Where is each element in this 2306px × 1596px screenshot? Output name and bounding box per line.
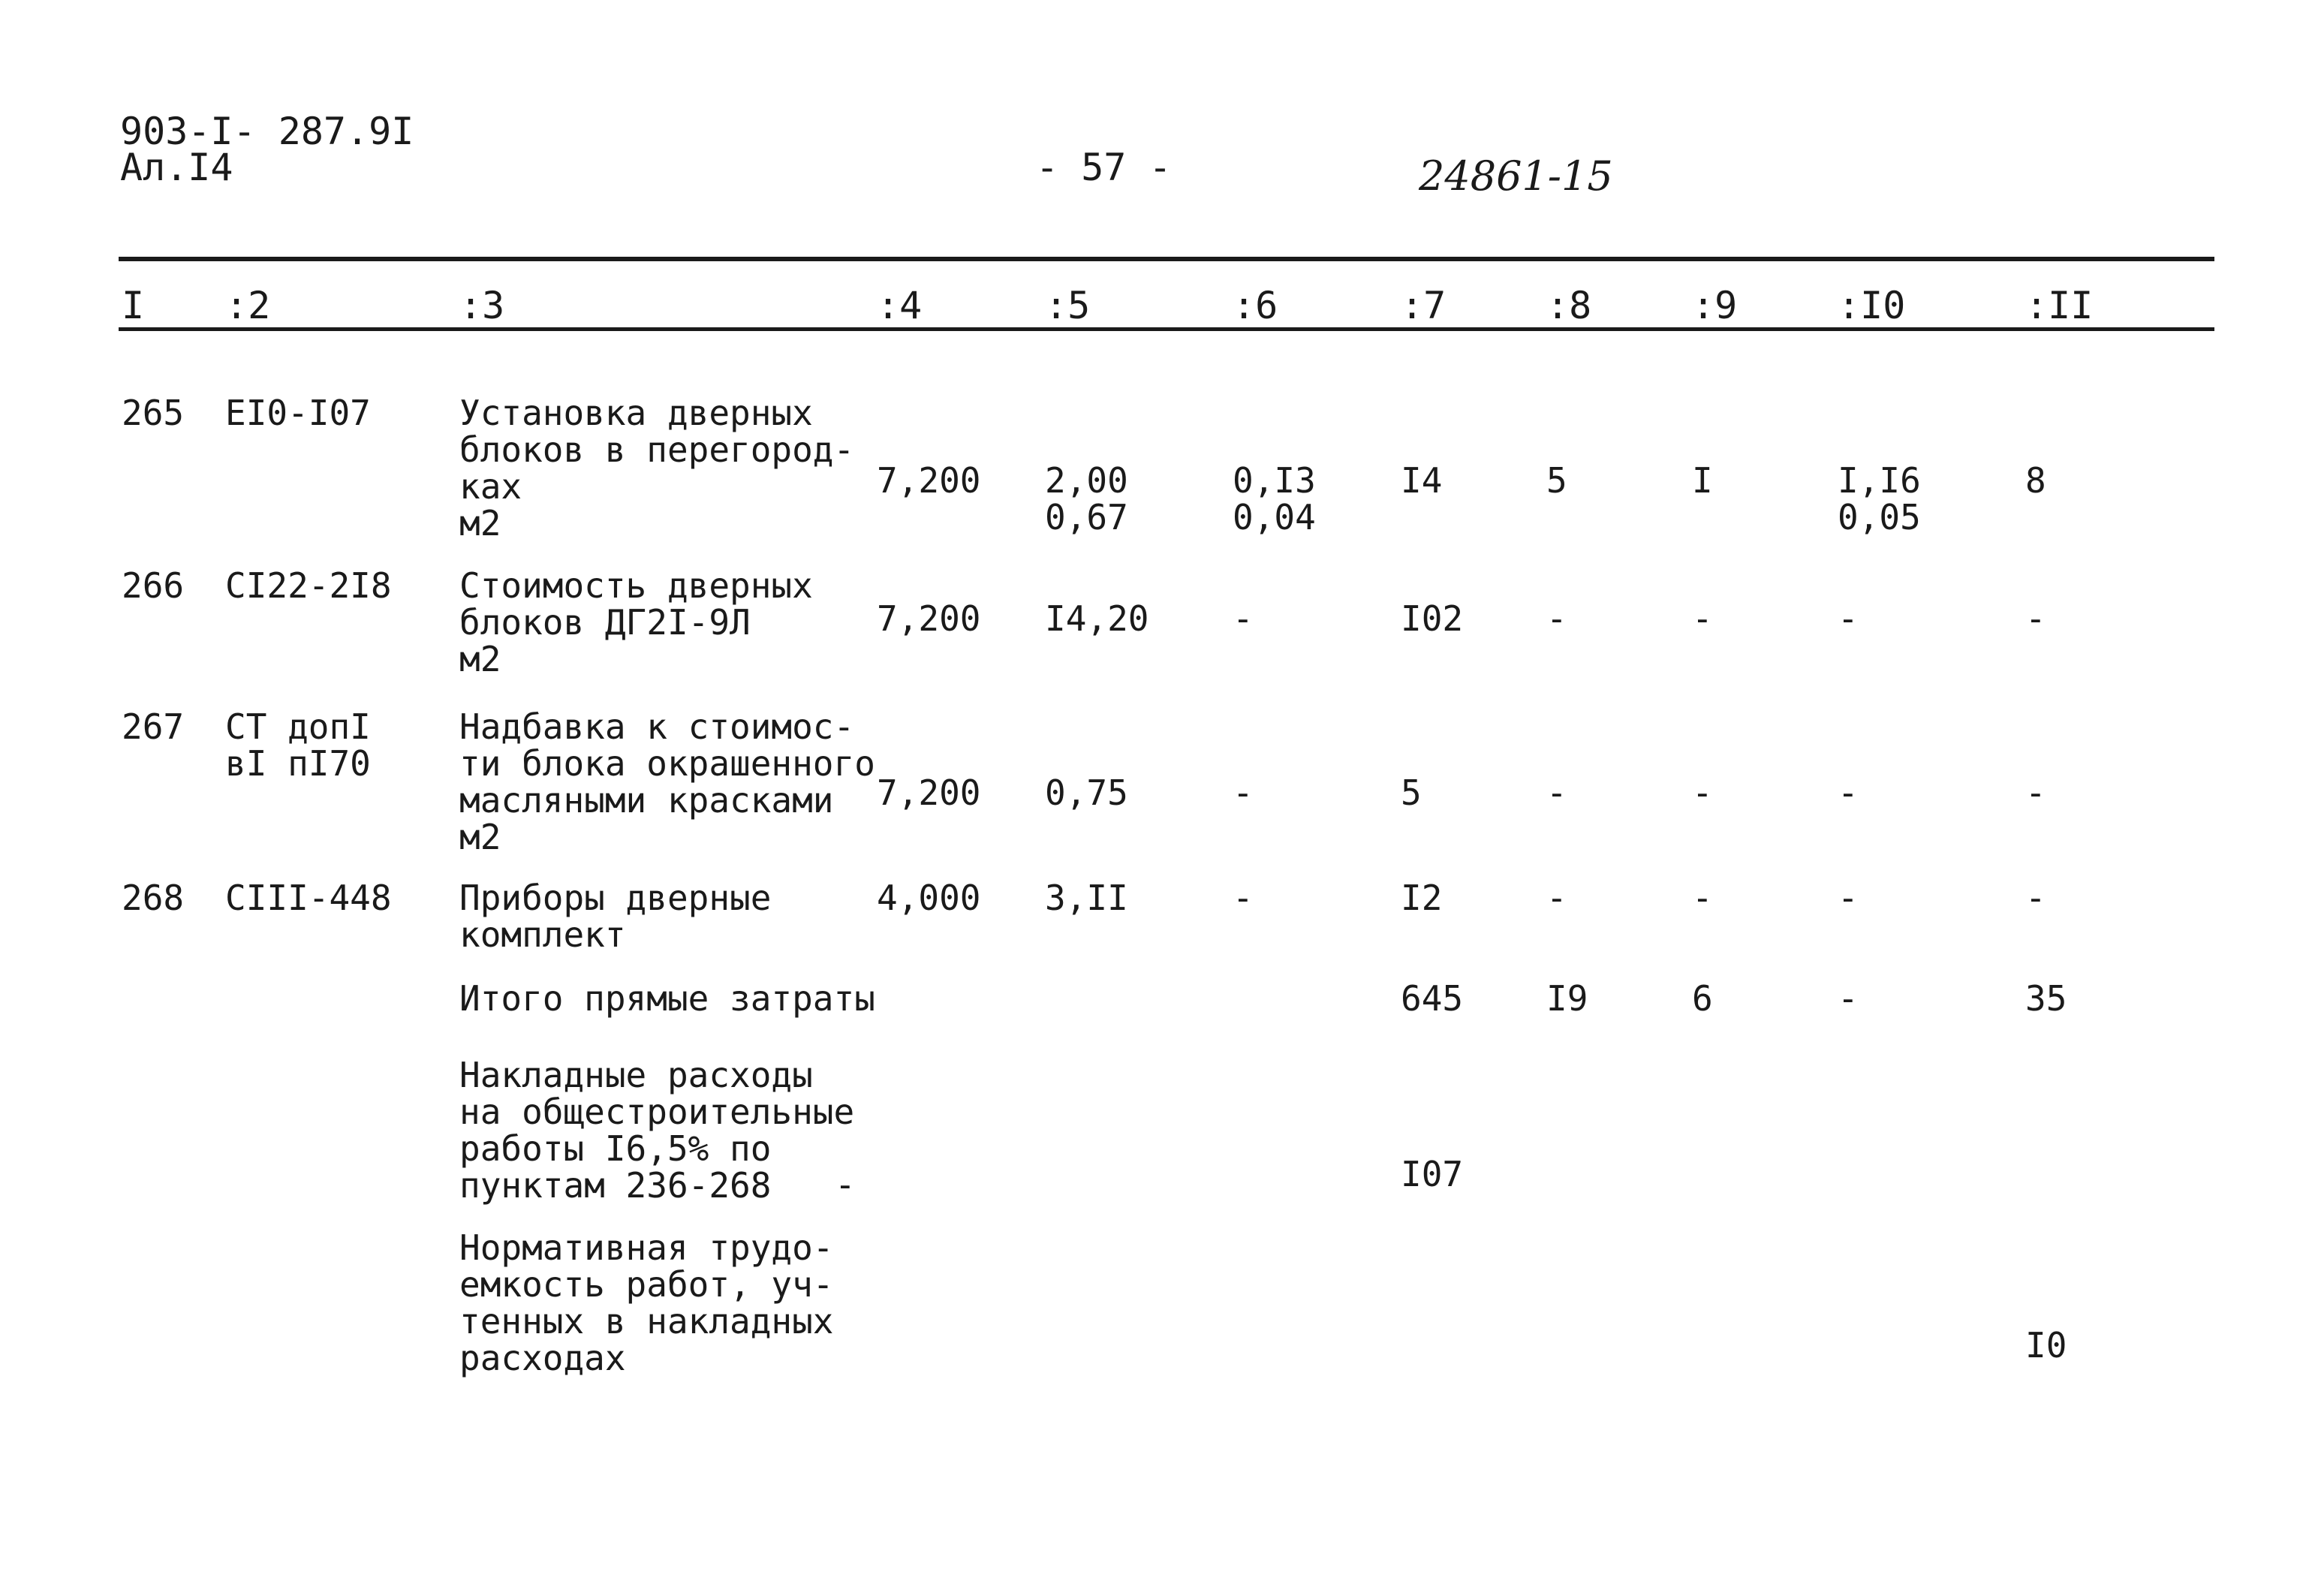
row-col-7: I4: [1401, 460, 1443, 501]
row-col-10: I,I6 0,05: [1838, 460, 1921, 538]
sheet-label: Ал.I4: [120, 146, 233, 189]
row-col-4: 7,200: [877, 460, 981, 501]
column-header-2: :2: [225, 284, 271, 327]
row-col-11: 8: [2025, 460, 2046, 501]
row-col-10: -: [1838, 878, 1859, 918]
totals-label: Итого прямые затраты: [459, 978, 875, 1019]
row-col-10: -: [1838, 772, 1859, 813]
column-header-6: :6: [1233, 284, 1278, 327]
row-col-11: -: [2025, 598, 2046, 639]
row-code: EI0-I07: [225, 393, 371, 433]
totals-col-8: I9: [1546, 978, 1588, 1019]
row-number: 265: [122, 393, 185, 433]
row-col-4: 4,000: [877, 878, 981, 918]
row-col-5: 3,II: [1045, 878, 1128, 918]
handwritten-stamp-number: 24861-15: [1419, 152, 1613, 200]
row-code: CT допI вI пI70: [225, 706, 371, 784]
row-col-8: -: [1546, 598, 1567, 639]
totals-col-9: 6: [1692, 978, 1713, 1019]
row-description: Надбавка к стоимос- ти блока окрашенного масляными красками м2: [459, 706, 875, 857]
labor-label: Нормативная трудо- емкость работ, уч- тенных в накладных расходах: [459, 1227, 834, 1378]
totals-col-10: -: [1838, 978, 1859, 1019]
row-col-6: 0,I3 0,04: [1233, 460, 1316, 538]
row-col-8: 5: [1546, 460, 1567, 501]
row-number: 267: [122, 706, 185, 747]
row-col-10: -: [1838, 598, 1859, 639]
column-header-7: :7: [1401, 284, 1447, 327]
row-col-11: -: [2025, 772, 2046, 813]
row-col-5: 0,75: [1045, 772, 1128, 813]
row-col-11: -: [2025, 878, 2046, 918]
row-col-5: I4,20: [1045, 598, 1149, 639]
row-description: Приборы дверные комплект: [459, 878, 772, 955]
row-col-8: -: [1546, 772, 1567, 813]
column-header-9: :9: [1692, 284, 1738, 327]
column-header-5: :5: [1045, 284, 1091, 327]
row-col-7: 5: [1401, 772, 1422, 813]
document-code: 903-I- 287.9I: [120, 110, 414, 153]
overhead-col-7: I07: [1401, 1154, 1464, 1194]
row-col-9: -: [1692, 598, 1713, 639]
row-col-6: -: [1233, 878, 1254, 918]
overhead-dash: -: [835, 1164, 856, 1205]
column-header-10: :I0: [1838, 284, 1906, 327]
row-col-9: -: [1692, 772, 1713, 813]
row-col-9: -: [1692, 878, 1713, 918]
row-code: CIII-448: [225, 878, 392, 918]
row-number: 268: [122, 878, 185, 918]
column-header-4: :4: [877, 284, 923, 327]
row-col-4: 7,200: [877, 598, 981, 639]
totals-col-11: 35: [2025, 978, 2067, 1019]
column-header-8: :8: [1546, 284, 1592, 327]
totals-col-7: 645: [1401, 978, 1464, 1019]
row-col-5: 2,00 0,67: [1045, 460, 1128, 538]
row-code: CI22-2I8: [225, 565, 392, 606]
row-col-7: I2: [1401, 878, 1443, 918]
column-header-11: :II: [2025, 284, 2094, 327]
row-col-7: I02: [1401, 598, 1464, 639]
row-col-6: -: [1233, 598, 1254, 639]
row-description: Установка дверных блоков в перегород- ках м2: [459, 393, 855, 544]
column-header-3: :3: [459, 284, 505, 327]
page-number: - 57 -: [1036, 146, 1172, 189]
labor-col-11: I0: [2025, 1325, 2067, 1366]
column-header-1: I: [122, 284, 145, 327]
row-col-9: I: [1692, 460, 1713, 501]
row-col-6: -: [1233, 772, 1254, 813]
row-description: Стоимость дверных блоков ДГ2I-9Л м2: [459, 565, 813, 679]
row-number: 266: [122, 565, 185, 606]
row-col-4: 7,200: [877, 772, 981, 813]
row-col-8: -: [1546, 878, 1567, 918]
overhead-label: Накладные расходы на общестроительные работы I6,5% по пунктам 236-268: [459, 1055, 855, 1206]
header-rule-bottom: [119, 327, 2214, 331]
header-rule-top: [119, 257, 2214, 261]
